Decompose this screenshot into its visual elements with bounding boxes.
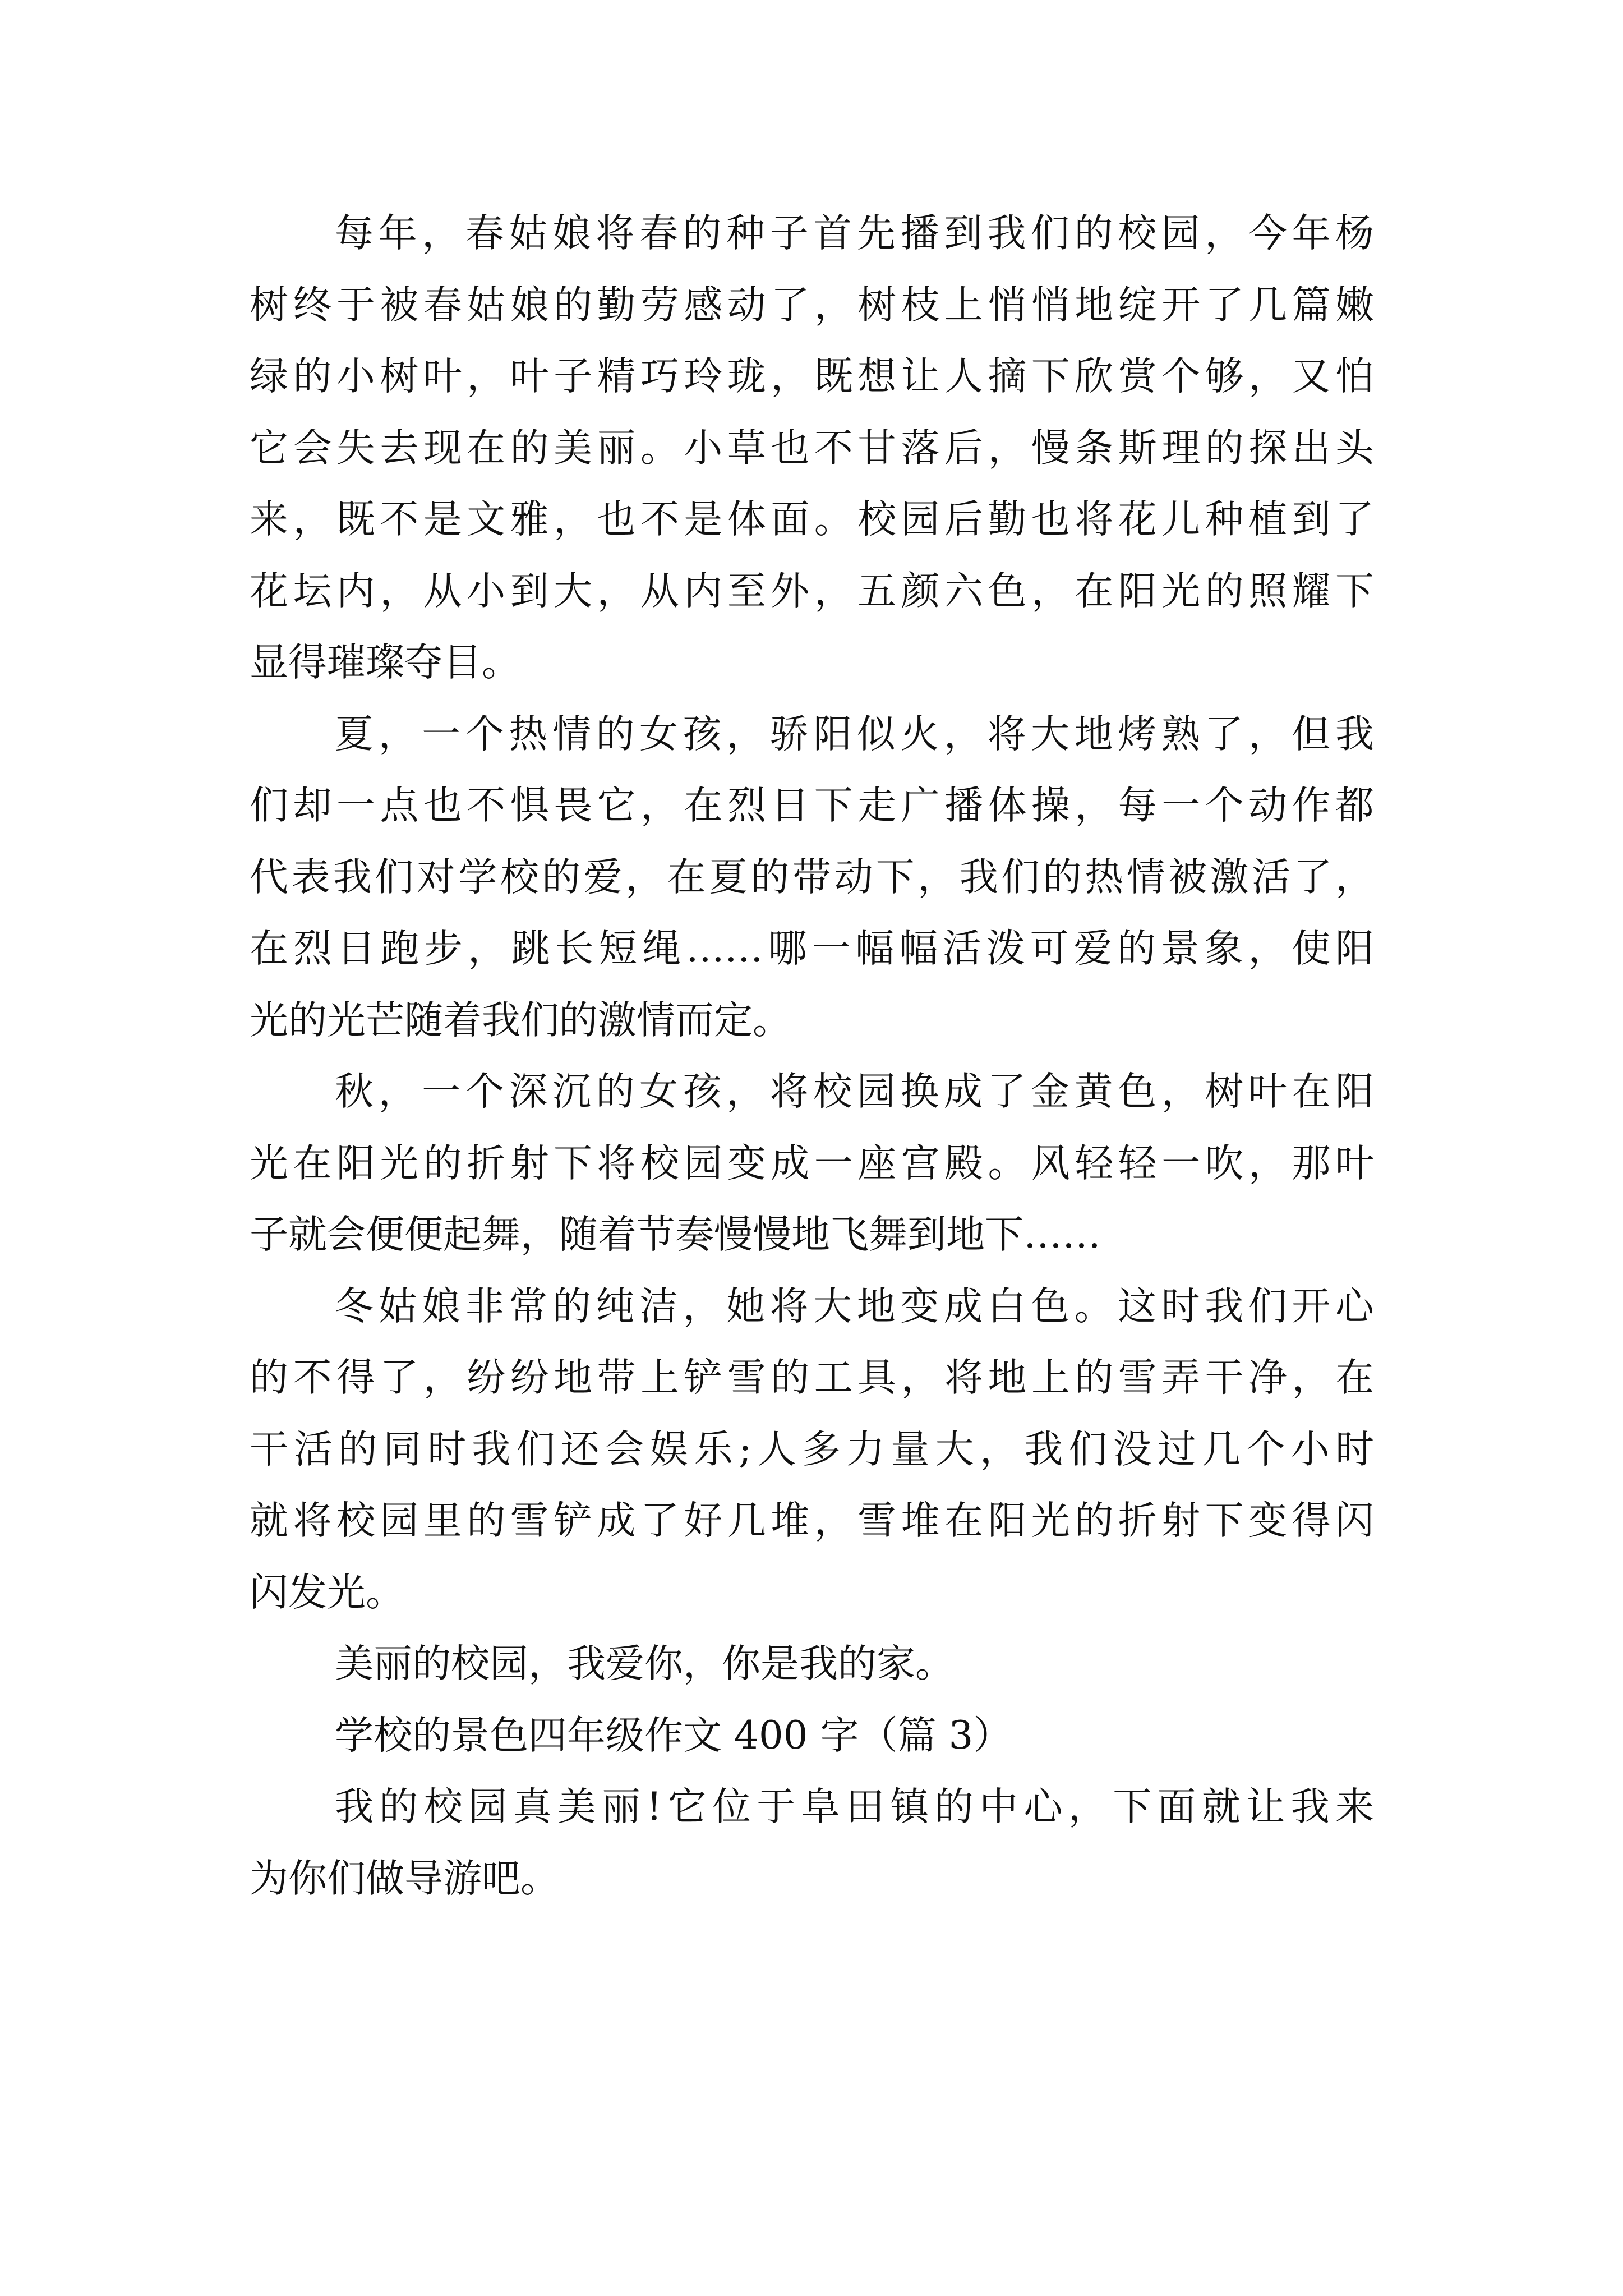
paragraph-winter-line-1: 冬姑娘非常的纯洁，她将大地变成白色。这时我们开心 xyxy=(335,1283,1374,1329)
paragraph-winter-line-4: 就将校园里的雪铲成了好几堆，雪堆在阳光的折射下变得闪 xyxy=(250,1498,1374,1543)
paragraph-winter-line-2: 的不得了，纷纷地带上铲雪的工具，将地上的雪弄干净，在 xyxy=(250,1355,1374,1400)
paragraph-spring-line-4: 它会失去现在的美丽。小草也不甘落后，慢条斯理的探出头 xyxy=(250,425,1374,471)
paragraph-summer-line-5: 光的光芒随着我们的激情而定。 xyxy=(250,997,791,1043)
paragraph-summer-line-2: 们却一点也不惧畏它，在烈日下走广播体操，每一个动作都 xyxy=(250,783,1374,828)
paragraph-intro-line-1: 我的校园真美丽!它位于阜田镇的中心，下面就让我来 xyxy=(335,1784,1374,1829)
paragraph-autumn-line-2: 光在阳光的折射下将校园变成一座宫殿。风轻轻一吹，那叶 xyxy=(250,1140,1374,1186)
paragraph-summer-line-4: 在烈日跑步，跳长短绳……哪一幅幅活泼可爱的景象，使阳 xyxy=(250,926,1374,971)
paragraph-spring-line-7: 显得璀璨夺目。 xyxy=(250,640,520,685)
paragraph-spring-line-2: 树终于被春姑娘的勤劳感动了，树枝上悄悄地绽开了几篇嫩 xyxy=(250,282,1374,328)
paragraph-autumn-line-1: 秋，一个深沉的女孩，将校园换成了金黄色，树叶在阳 xyxy=(335,1069,1374,1114)
paragraph-winter-line-3: 干活的同时我们还会娱乐;人多力量大，我们没过几个小时 xyxy=(250,1427,1374,1472)
paragraph-summer-line-1: 夏，一个热情的女孩，骄阳似火，将大地烤熟了，但我 xyxy=(335,711,1374,757)
paragraph-winter-line-5: 闪发光。 xyxy=(250,1570,404,1615)
paragraph-intro-line-2: 为你们做导游吧。 xyxy=(250,1856,559,1901)
section-heading: 学校的景色四年级作文 400 字（篇 3） xyxy=(335,1713,1012,1758)
paragraph-spring-line-1: 每年，春姑娘将春的种子首先播到我们的校园，今年杨 xyxy=(335,211,1374,256)
paragraph-spring-line-6: 花坛内，从小到大，从内至外，五颜六色，在阳光的照耀下 xyxy=(250,568,1374,614)
paragraph-spring-line-3: 绿的小树叶，叶子精巧玲珑，既想让人摘下欣赏个够，又怕 xyxy=(250,354,1374,399)
paragraph-closing: 美丽的校园，我爱你，你是我的家。 xyxy=(335,1641,954,1686)
paragraph-summer-line-3: 代表我们对学校的爱，在夏的带动下，我们的热情被激活了， xyxy=(250,854,1374,900)
document-body xyxy=(250,206,1374,1923)
paragraph-autumn-line-3: 子就会便便起舞，随着节奏慢慢地飞舞到地下…… xyxy=(250,1212,1101,1257)
paragraph-spring-line-5: 来，既不是文雅，也不是体面。校园后勤也将花儿种植到了 xyxy=(250,497,1374,542)
